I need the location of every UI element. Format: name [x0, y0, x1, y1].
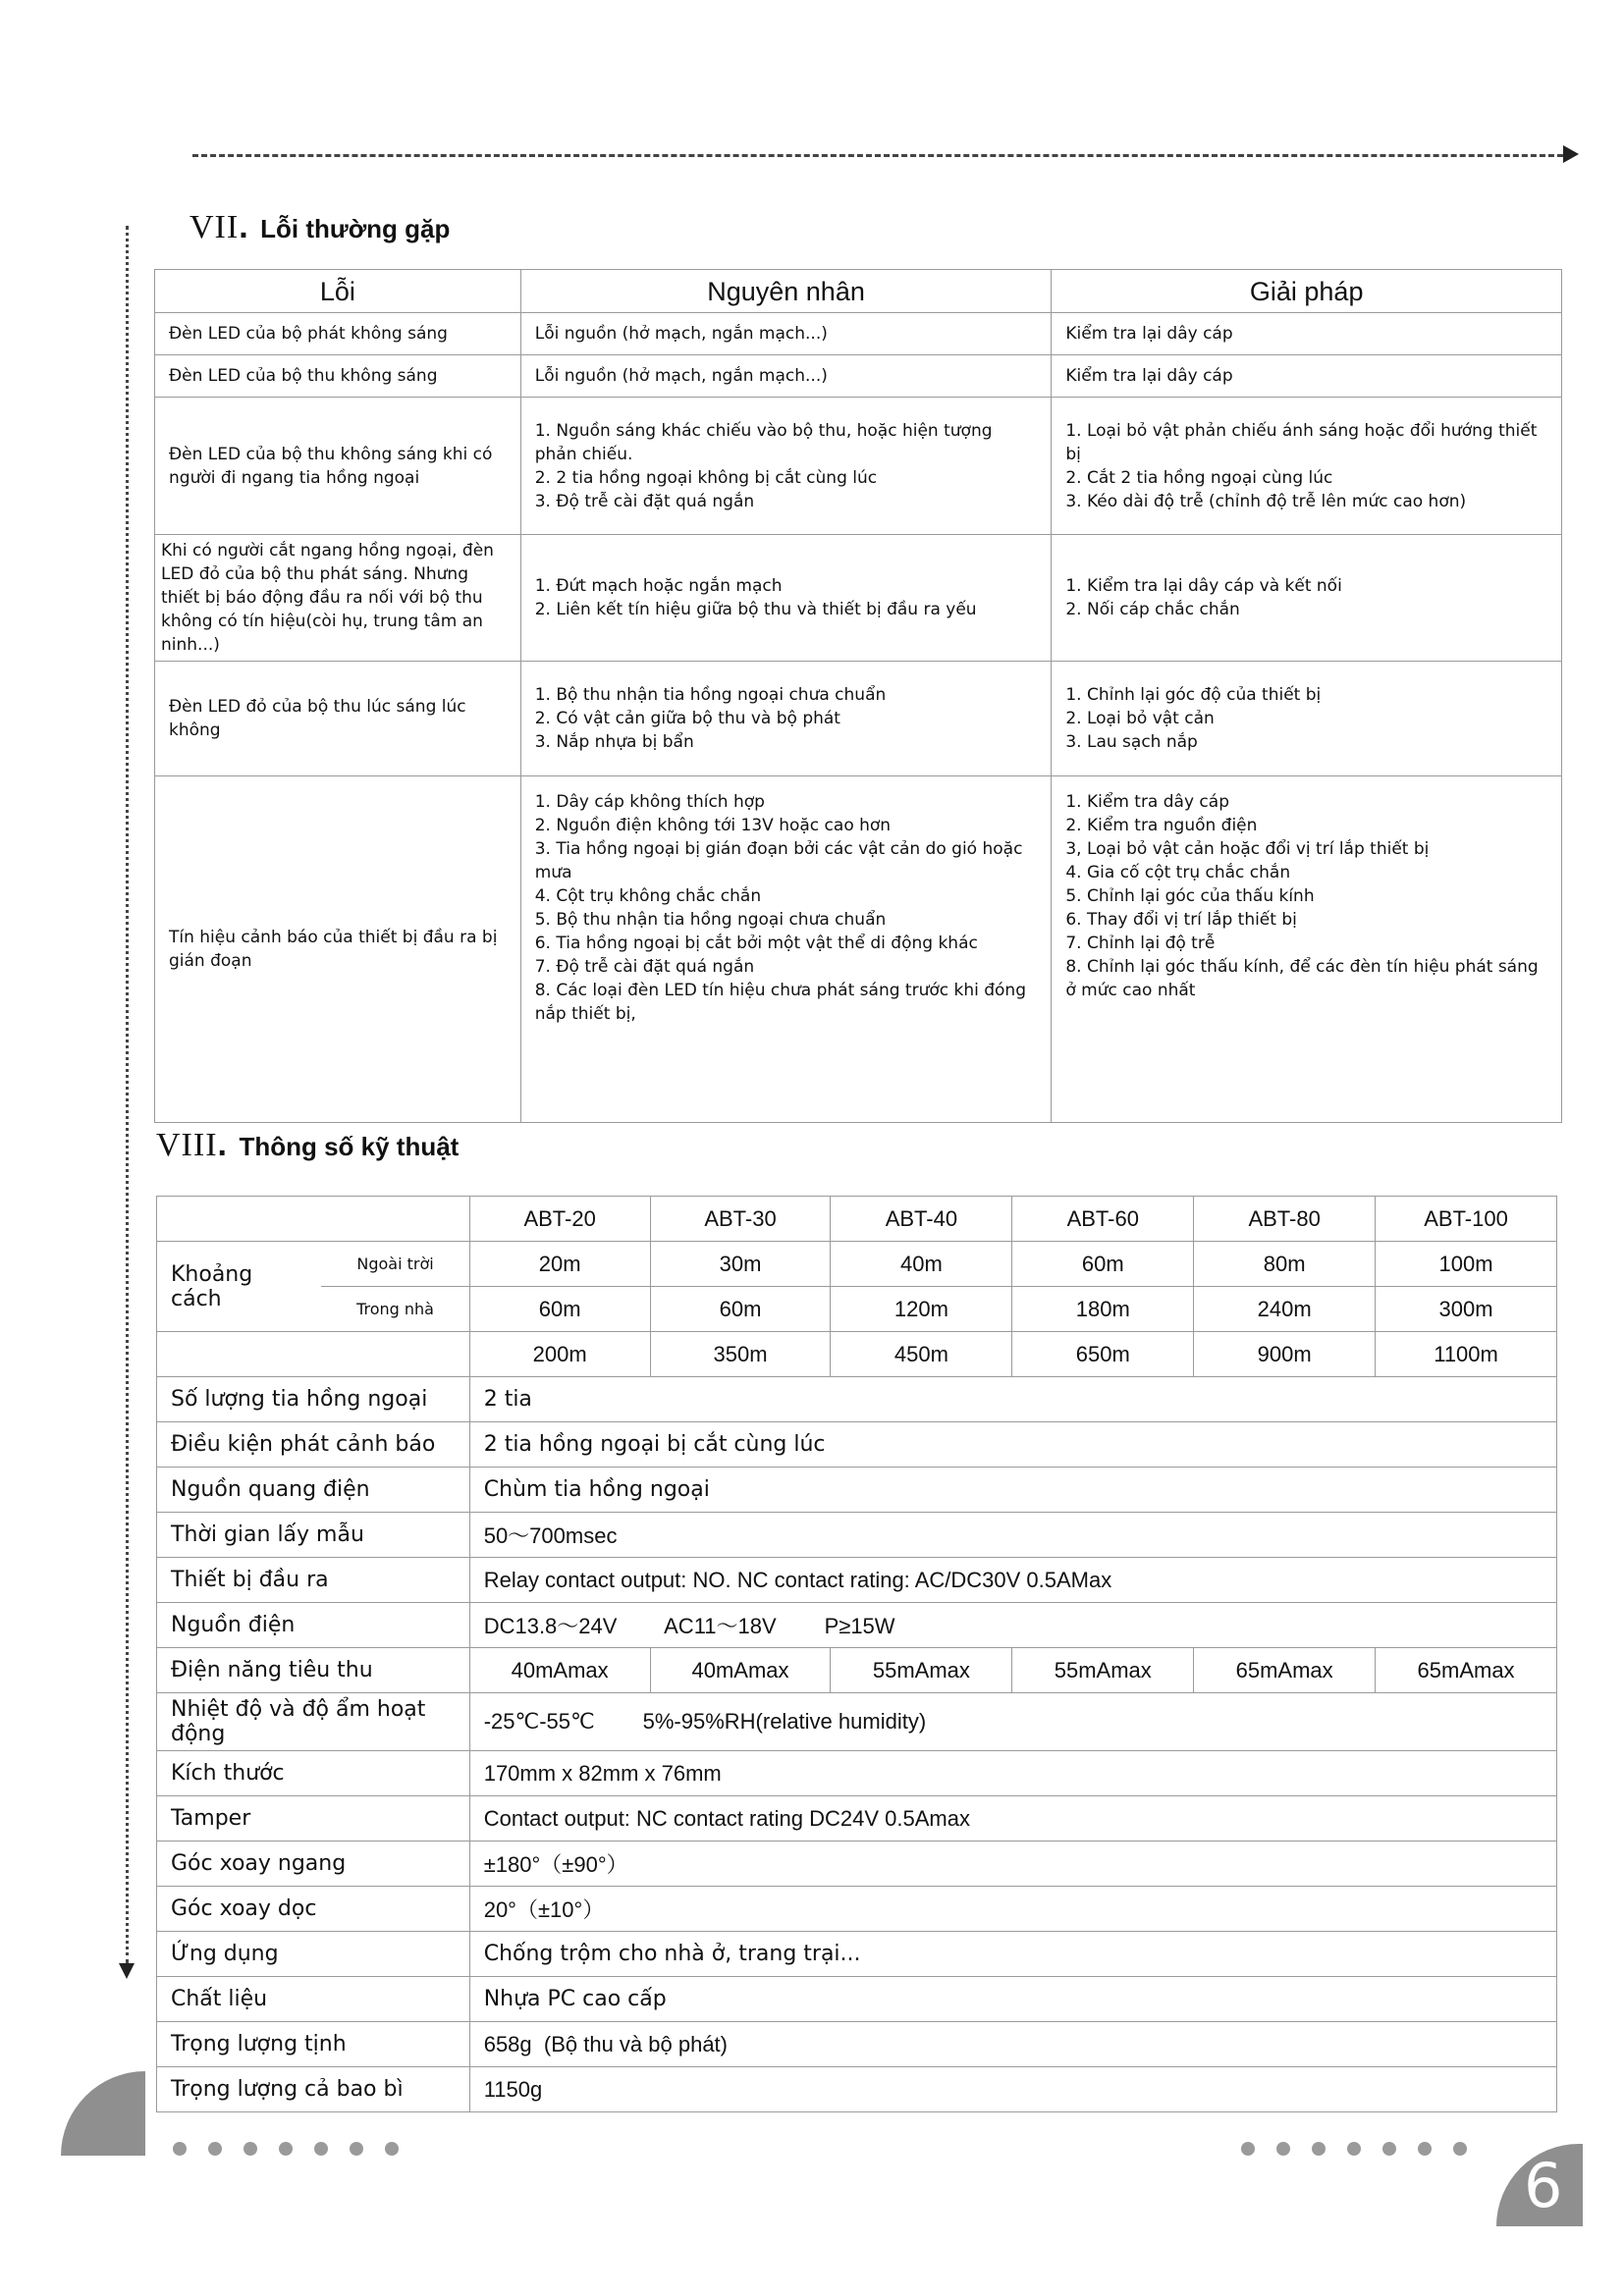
consumption-label: Điện năng tiêu thu — [157, 1648, 470, 1693]
solution-cell: Kiểm tra lại dây cáp — [1052, 313, 1562, 355]
indoor-value: 300m — [1376, 1287, 1557, 1332]
section7-number: VII — [189, 209, 240, 245]
cause-cell: 1. Nguồn sáng khác chiếu vào bộ thu, hoặc hiện tượng phản chiếu. 2. 2 tia hồng ngoại không bị cắt cùng lúc 3. Độ trễ cài đặt quá ngắn — [520, 398, 1052, 535]
outdoor-value: 20m — [469, 1242, 650, 1287]
outdoor-value: 80m — [1194, 1242, 1376, 1287]
spec-label: Ứng dụng — [157, 1932, 470, 1977]
section7-dot: . — [239, 208, 248, 245]
dots-right — [1241, 2142, 1489, 2161]
distance-label: Khoảng cách — [157, 1242, 322, 1332]
fault-cell: Đèn LED của bộ thu không sáng khi có người đi ngang tia hồng ngoại — [155, 398, 521, 535]
outdoor-value: 60m — [1012, 1242, 1194, 1287]
spec-label: Thiết bị đầu ra — [157, 1558, 470, 1603]
spec-label: Kích thước — [157, 1751, 470, 1796]
solution-cell: 1. Chỉnh lại góc độ của thiết bị 2. Loại bỏ vật cản 3. Lau sạch nắp — [1052, 662, 1562, 776]
spec-label: Nhiệt độ và độ ẩm hoạt động — [157, 1693, 470, 1751]
spec-value: 20°（±10°） — [469, 1887, 1556, 1932]
indoor-value: 120m — [831, 1287, 1012, 1332]
spec-value: Chống trộm cho nhà ở, trang trại... — [469, 1932, 1556, 1977]
spec-value: Chùm tia hồng ngoại — [469, 1468, 1556, 1513]
range-value: 350m — [650, 1332, 831, 1377]
range-value: 1100m — [1376, 1332, 1557, 1377]
left-dotted-line — [126, 226, 129, 1963]
section7-title: Lỗi thường gặp — [260, 214, 451, 243]
model-header: ABT-100 — [1376, 1197, 1557, 1242]
spec-label: Góc xoay ngang — [157, 1842, 470, 1887]
third-row-blank — [157, 1332, 470, 1377]
cause-cell: 1. Đứt mạch hoặc ngắn mạch 2. Liên kết tín hiệu giữa bộ thu và thiết bị đầu ra yếu — [520, 535, 1052, 662]
indoor-value: 180m — [1012, 1287, 1194, 1332]
cause-cell: Lỗi nguồn (hở mạch, ngắn mạch...) — [520, 313, 1052, 355]
spec-label: Nguồn điện — [157, 1603, 470, 1648]
consumption-value: 55mAmax — [1012, 1648, 1194, 1693]
spec-label: Số lượng tia hồng ngoại — [157, 1377, 470, 1422]
fault-cell: Đèn LED của bộ thu không sáng — [155, 355, 521, 398]
spec-value: 170mm x 82mm x 76mm — [469, 1751, 1556, 1796]
spec-label: Thời gian lấy mẫu — [157, 1513, 470, 1558]
spec-label: Điều kiện phát cảnh báo — [157, 1422, 470, 1468]
arrowhead-down-icon — [119, 1963, 135, 1979]
indoor-value: 60m — [469, 1287, 650, 1332]
spec-value: 1150g — [469, 2067, 1556, 2112]
specs-table — [156, 1196, 1557, 2112]
model-header: ABT-60 — [1012, 1197, 1194, 1242]
fault-cell: Tín hiệu cảnh báo của thiết bị đầu ra bị gián đoạn — [155, 776, 521, 1123]
corner-decoration — [61, 2071, 145, 2156]
outdoor-value: 30m — [650, 1242, 831, 1287]
fault-cell: Đèn LED đỏ của bộ thu lúc sáng lúc không — [155, 662, 521, 776]
header-fault: Lỗi — [155, 270, 521, 313]
consumption-value: 65mAmax — [1194, 1648, 1376, 1693]
section8-title: Thông số kỹ thuật — [239, 1132, 460, 1161]
indoor-value: 60m — [650, 1287, 831, 1332]
solution-cell: 1. Kiểm tra lại dây cáp và kết nối 2. Nối cáp chắc chắn — [1052, 535, 1562, 662]
spec-value: 2 tia hồng ngoại bị cắt cùng lúc — [469, 1422, 1556, 1468]
spec-label: Nguồn quang điện — [157, 1468, 470, 1513]
outdoor-value: 40m — [831, 1242, 1012, 1287]
section7-heading — [189, 208, 450, 246]
top-dashed-arrow — [192, 154, 1572, 157]
model-header: ABT-20 — [469, 1197, 650, 1242]
spec-label: Chất liệu — [157, 1977, 470, 2022]
spec-label: Trọng lượng tịnh — [157, 2022, 470, 2067]
section8-number: VIII — [156, 1127, 218, 1163]
cause-cell: 1. Bộ thu nhận tia hồng ngoại chưa chuẩn 2. Có vật cản giữa bộ thu và bộ phát 3. Nắp nhựa bị bẩn — [520, 662, 1052, 776]
range-value: 900m — [1194, 1332, 1376, 1377]
consumption-value: 55mAmax — [831, 1648, 1012, 1693]
consumption-value: 40mAmax — [469, 1648, 650, 1693]
model-header-blank — [157, 1197, 470, 1242]
spec-label: Góc xoay dọc — [157, 1887, 470, 1932]
range-value: 650m — [1012, 1332, 1194, 1377]
spec-value: 658g (Bộ thu và bộ phát) — [469, 2022, 1556, 2067]
fault-cell: Khi có người cắt ngang hồng ngoại, đèn LED đỏ của bộ thu phát sáng. Nhưng thiết bị báo động đầu ra nối với bộ thu không có tín hiệu(còi hụ, trung tâm an ninh...) — [155, 535, 521, 662]
section8-dot: . — [217, 1126, 227, 1163]
faults-table — [154, 269, 1562, 1123]
model-header: ABT-40 — [831, 1197, 1012, 1242]
model-header: ABT-80 — [1194, 1197, 1376, 1242]
section8-heading — [156, 1126, 459, 1164]
spec-value: Relay contact output: NO. NC contact rating: AC/DC30V 0.5AMax — [469, 1558, 1556, 1603]
range-value: 200m — [469, 1332, 650, 1377]
spec-value: 50～700msec — [469, 1513, 1556, 1558]
spec-label: Tamper — [157, 1796, 470, 1842]
header-solution: Giải pháp — [1052, 270, 1562, 313]
consumption-value: 65mAmax — [1376, 1648, 1557, 1693]
range-value: 450m — [831, 1332, 1012, 1377]
spec-value: -25℃-55℃ 5%-95%RH(relative humidity) — [469, 1693, 1556, 1751]
cause-cell: 1. Dây cáp không thích hợp 2. Nguồn điện không tới 13V hoặc cao hơn 3. Tia hồng ngoại bị gián đoạn bởi các vật cản do gió hoặc mưa 4. Cột trụ không chắc chắn 5. Bộ thu nhận tia hồng ngoại chưa chuẩn 6. Tia hồng ngoại bị cắt bởi một vật thể di động khác 7. Độ trễ cài đặt quá ngắn 8. Các loại đèn LED tín hiệu chưa phát sáng trước khi đóng nắp thiết bị, — [520, 776, 1052, 1123]
arrowhead-right-icon — [1563, 145, 1579, 163]
spec-value: DC13.8～24V AC11～18V P≥15W — [469, 1603, 1556, 1648]
spec-value: Nhựa PC cao cấp — [469, 1977, 1556, 2022]
indoor-label: Trong nhà — [321, 1287, 469, 1332]
indoor-value: 240m — [1194, 1287, 1376, 1332]
spec-value: ±180°（±90°） — [469, 1842, 1556, 1887]
solution-cell: Kiểm tra lại dây cáp — [1052, 355, 1562, 398]
spec-value: Contact output: NC contact rating DC24V 0.5Amax — [469, 1796, 1556, 1842]
spec-value: 2 tia — [469, 1377, 1556, 1422]
solution-cell: 1. Kiểm tra dây cáp 2. Kiểm tra nguồn điện 3, Loại bỏ vật cản hoặc đổi vị trí lắp thiết bị 4. Gia cố cột trụ chắc chắn 5. Chỉnh lại góc của thấu kính 6. Thay đổi vị trí lắp thiết bị 7. Chỉnh lại độ trễ 8. Chỉnh lại góc thấu kính, để các đèn tín hiệu phát sáng ở mức cao nhất — [1052, 776, 1562, 1123]
page-number: 6 — [1524, 2150, 1563, 2221]
consumption-value: 40mAmax — [650, 1648, 831, 1693]
solution-cell: 1. Loại bỏ vật phản chiếu ánh sáng hoặc đổi hướng thiết bị 2. Cắt 2 tia hồng ngoại cùng lúc 3. Kéo dài độ trễ (chỉnh độ trễ lên mức cao hơn) — [1052, 398, 1562, 535]
model-header: ABT-30 — [650, 1197, 831, 1242]
header-cause: Nguyên nhân — [520, 270, 1052, 313]
cause-cell: Lỗi nguồn (hở mạch, ngắn mạch...) — [520, 355, 1052, 398]
outdoor-value: 100m — [1376, 1242, 1557, 1287]
spec-label: Trọng lượng cả bao bì — [157, 2067, 470, 2112]
outdoor-label: Ngoài trời — [321, 1242, 469, 1287]
dots-left — [173, 2142, 420, 2161]
fault-cell: Đèn LED của bộ phát không sáng — [155, 313, 521, 355]
